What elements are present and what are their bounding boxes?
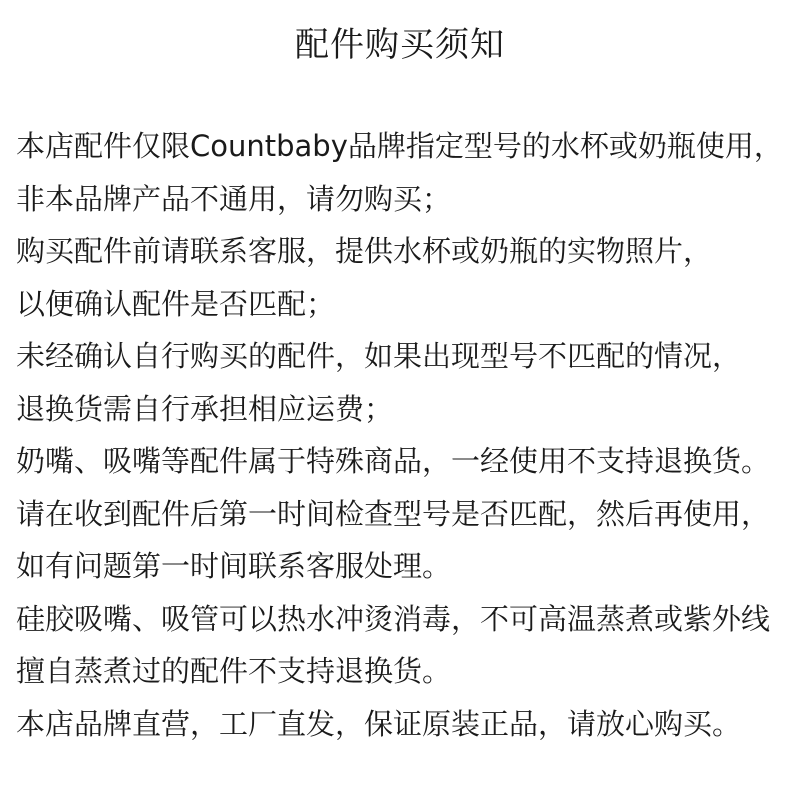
notice-line-1: 本店配件仅限Countbaby品牌指定型号的水杯或奶瓶使用， [16,129,783,163]
notice-line-4: 以便确认配件是否匹配； [16,286,336,321]
notice-line-2: 非本品牌产品不通用，请勿购买； [16,181,452,216]
notice-line-12: 本店品牌直营，工厂直发，保证原装正品，请放心购买。 [16,706,742,741]
notice-lines [16,120,796,750]
notice-line-8: 请在收到配件后第一时间检查型号是否匹配，然后再使用， [16,496,771,531]
notice-line-11: 擅自蒸煮过的配件不支持退换货。 [16,654,452,688]
notice-line-6: 退换货需自行承担相应运费； [16,391,394,426]
notice-line-3: 购买配件前请联系客服，提供水杯或奶瓶的实物照片， [16,234,713,268]
notice-line-9: 如有问题第一时间联系客服处理。 [16,549,452,583]
notice-line-5: 未经确认自行购买的配件，如果出现型号不匹配的情况， [16,339,742,373]
notice-line-7: 奶嘴、吸嘴等配件属于特殊商品，一经使用不支持退换货。 [16,444,771,478]
notice-line-10: 硅胶吸嘴、吸管可以热水冲烫消毒，不可高温蒸煮或紫外线 [16,601,771,636]
page-title: 配件购买须知 [295,25,505,65]
